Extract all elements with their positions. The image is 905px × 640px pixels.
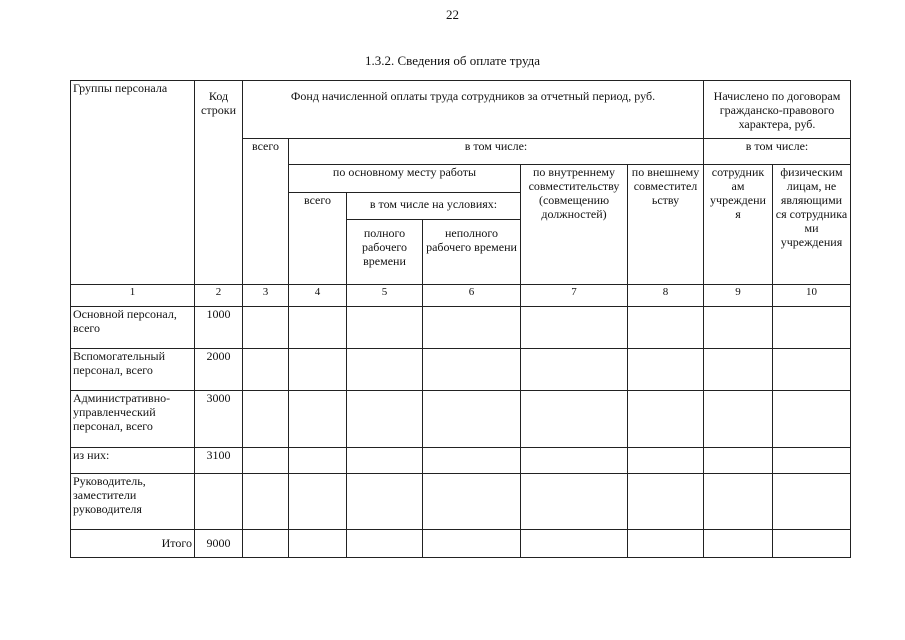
row-code [195, 474, 243, 530]
page-number: 22 [446, 7, 459, 22]
data-cell[interactable] [628, 349, 704, 391]
data-cell[interactable] [773, 530, 851, 558]
row-code: 2000 [195, 349, 243, 391]
data-cell[interactable] [773, 307, 851, 349]
data-cell[interactable] [347, 307, 423, 349]
data-cell[interactable] [347, 391, 423, 448]
data-cell[interactable] [243, 530, 289, 558]
header-code: Код строки [195, 81, 243, 285]
column-number: 7 [521, 285, 628, 307]
data-cell[interactable] [628, 448, 704, 474]
section-title: 1.3.2. Сведения об оплате труда [364, 53, 541, 68]
data-cell[interactable] [521, 307, 628, 349]
header-conditions-cell [347, 193, 521, 285]
data-cell[interactable] [289, 349, 347, 391]
data-cell[interactable] [423, 474, 521, 530]
data-cell[interactable] [347, 474, 423, 530]
data-cell[interactable] [243, 474, 289, 530]
data-cell[interactable] [628, 307, 704, 349]
header-total: всего [243, 139, 289, 285]
data-cell[interactable] [773, 448, 851, 474]
header-main-total: всего [289, 193, 347, 285]
header-part-time: неполного рабочего времени [426, 226, 517, 254]
data-cell[interactable] [628, 391, 704, 448]
data-cell[interactable] [521, 474, 628, 530]
data-cell[interactable] [773, 474, 851, 530]
data-cell[interactable] [347, 530, 423, 558]
column-number: 3 [243, 285, 289, 307]
data-cell[interactable] [289, 307, 347, 349]
row-label: Вспомогательный персонал, всего [71, 349, 195, 391]
data-cell[interactable] [773, 391, 851, 448]
data-cell[interactable] [243, 349, 289, 391]
data-cell[interactable] [289, 448, 347, 474]
data-cell[interactable] [521, 391, 628, 448]
header-including-2: в том числе: [704, 139, 851, 165]
header-including: в том числе: [289, 139, 704, 165]
table-row [71, 448, 851, 474]
data-cell[interactable] [628, 530, 704, 558]
header-subcells [347, 220, 520, 284]
column-number: 4 [289, 285, 347, 307]
data-cell[interactable] [704, 474, 773, 530]
data-cell[interactable] [347, 349, 423, 391]
row-label: Административно-управленческий персонал, всего [71, 391, 195, 448]
data-cell[interactable] [423, 448, 521, 474]
row-label-total: Итого [71, 530, 195, 558]
data-cell[interactable] [704, 530, 773, 558]
row-code: 9000 [195, 530, 243, 558]
header-full-time: полного рабочего времени [347, 220, 423, 284]
data-cell[interactable] [243, 307, 289, 349]
column-number: 5 [347, 285, 423, 307]
header-employees: сотрудник ам учреждени я [704, 165, 773, 285]
column-number: 1 [71, 285, 195, 307]
row-code: 3000 [195, 391, 243, 448]
column-number: 8 [628, 285, 704, 307]
column-number: 9 [704, 285, 773, 307]
payroll-table [70, 80, 851, 558]
data-cell[interactable] [704, 391, 773, 448]
table-row [71, 391, 851, 448]
data-cell[interactable] [628, 474, 704, 530]
data-cell[interactable] [704, 307, 773, 349]
header-conditions: в том числе на условиях: [347, 193, 520, 220]
data-cell[interactable] [289, 391, 347, 448]
data-cell[interactable] [521, 530, 628, 558]
table-row-total [71, 530, 851, 558]
table-row [71, 307, 851, 349]
data-cell[interactable] [243, 448, 289, 474]
column-number: 2 [195, 285, 243, 307]
header-fund: Фонд начисленной оплаты труда сотрудников за отчетный период, руб. [243, 81, 704, 139]
table-row [71, 474, 851, 530]
data-cell[interactable] [704, 448, 773, 474]
data-cell[interactable] [521, 349, 628, 391]
data-cell[interactable] [347, 448, 423, 474]
data-cell[interactable] [289, 474, 347, 530]
table-row [71, 349, 851, 391]
header-individuals: физическим лицам, не являющими ся сотрудника ми учреждения [773, 165, 851, 285]
data-cell[interactable] [423, 307, 521, 349]
data-cell[interactable] [704, 349, 773, 391]
row-label: Руководитель, заместители руководителя [71, 474, 195, 530]
header-internal: по внутреннему совместительству (совмещению должностей) [521, 165, 628, 285]
header-external: по внешнему совместител ьству [628, 165, 704, 285]
header-main-place: по основному месту работы [289, 165, 521, 193]
data-cell[interactable] [773, 349, 851, 391]
column-number: 10 [773, 285, 851, 307]
data-cell[interactable] [423, 391, 521, 448]
data-cell[interactable] [423, 530, 521, 558]
data-cell[interactable] [243, 391, 289, 448]
header-accrued: Начислено по договорам гражданско-правового характера, руб. [704, 81, 851, 139]
row-code: 1000 [195, 307, 243, 349]
data-cell[interactable] [521, 448, 628, 474]
header-groups: Группы персонала [71, 81, 195, 285]
row-code: 3100 [195, 448, 243, 474]
column-number: 6 [423, 285, 521, 307]
row-label: из них: [71, 448, 195, 474]
row-label: Основной персонал, всего [71, 307, 195, 349]
data-cell[interactable] [423, 349, 521, 391]
data-cell[interactable] [289, 530, 347, 558]
